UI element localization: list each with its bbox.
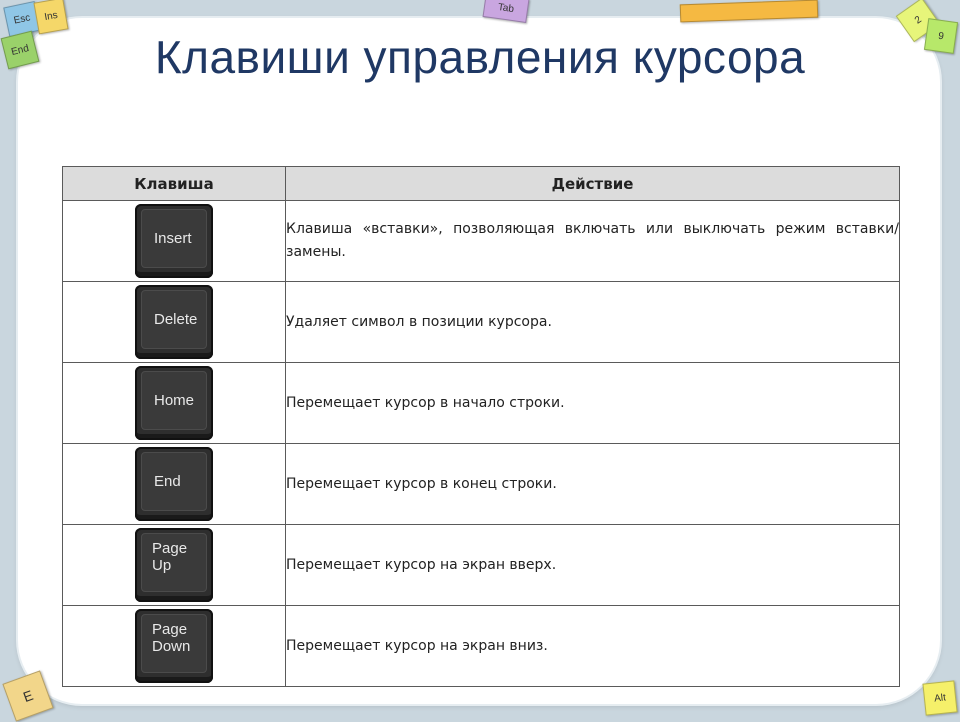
page-up-key-image: [135, 528, 213, 602]
keycap-label-line2: Down: [152, 638, 191, 655]
table-row: [63, 525, 900, 606]
key-cell: [63, 363, 286, 444]
keys-table: [62, 166, 900, 687]
action-description: Перемещает курсор на экран вверх.: [286, 525, 900, 606]
two-key-label: 2: [912, 13, 924, 27]
keycap-face: [141, 533, 207, 592]
key-cell: [63, 201, 286, 282]
table-header-row: [63, 167, 900, 201]
ins-key-label: Ins: [43, 9, 59, 23]
key-cell: [63, 525, 286, 606]
action-description: Перемещает курсор в начало строки.: [286, 363, 900, 444]
action-description: Перемещает курсор в конец строки.: [286, 444, 900, 525]
table-row: [63, 606, 900, 687]
table-row: [63, 363, 900, 444]
keycap-face: [141, 209, 207, 268]
insert-key-image: [135, 204, 213, 278]
column-header-action: Действие: [286, 167, 900, 201]
delete-key-image: [135, 285, 213, 359]
end-key-label: End: [10, 42, 30, 58]
alt-key-label: Alt: [933, 691, 947, 705]
page-down-key-image: [135, 609, 213, 683]
keycap-label: Delete: [154, 311, 198, 328]
key-cell: [63, 444, 286, 525]
alt-key-decoration: [922, 680, 957, 715]
column-header-key: Клавиша: [63, 167, 286, 201]
table-row: [63, 444, 900, 525]
action-description: Клавиша «вставки», позволяющая включать или выключать режим вставки/замены.: [286, 201, 900, 282]
keycap-label: Insert: [154, 230, 192, 247]
table-row: [63, 282, 900, 363]
keycap-face: [141, 290, 207, 349]
end-key-image: [135, 447, 213, 521]
nine-key-label: 9: [937, 30, 945, 42]
keycap-face: [141, 371, 207, 430]
tab-key-label: Tab: [497, 1, 515, 15]
keycap-label: End: [154, 473, 181, 490]
keycap-label-line1: Page: [152, 540, 188, 557]
table-row: [63, 201, 900, 282]
keycap-label-line1: Page: [152, 621, 188, 638]
home-key-image: [135, 366, 213, 440]
key-cell: [63, 282, 286, 363]
keycap-label-line2: Up: [152, 557, 172, 574]
page-title: Клавиши управления курсора: [154, 31, 806, 83]
e-key-label: E: [20, 686, 36, 706]
keycap-label: Home: [154, 392, 195, 409]
key-cell: [63, 606, 286, 687]
action-description: Перемещает курсор на экран вниз.: [286, 606, 900, 687]
keycap-face: [141, 614, 207, 673]
action-description: Удаляет символ в позиции курсора.: [286, 282, 900, 363]
keycap-face: [141, 452, 207, 511]
esc-key-label: Esc: [12, 11, 32, 27]
